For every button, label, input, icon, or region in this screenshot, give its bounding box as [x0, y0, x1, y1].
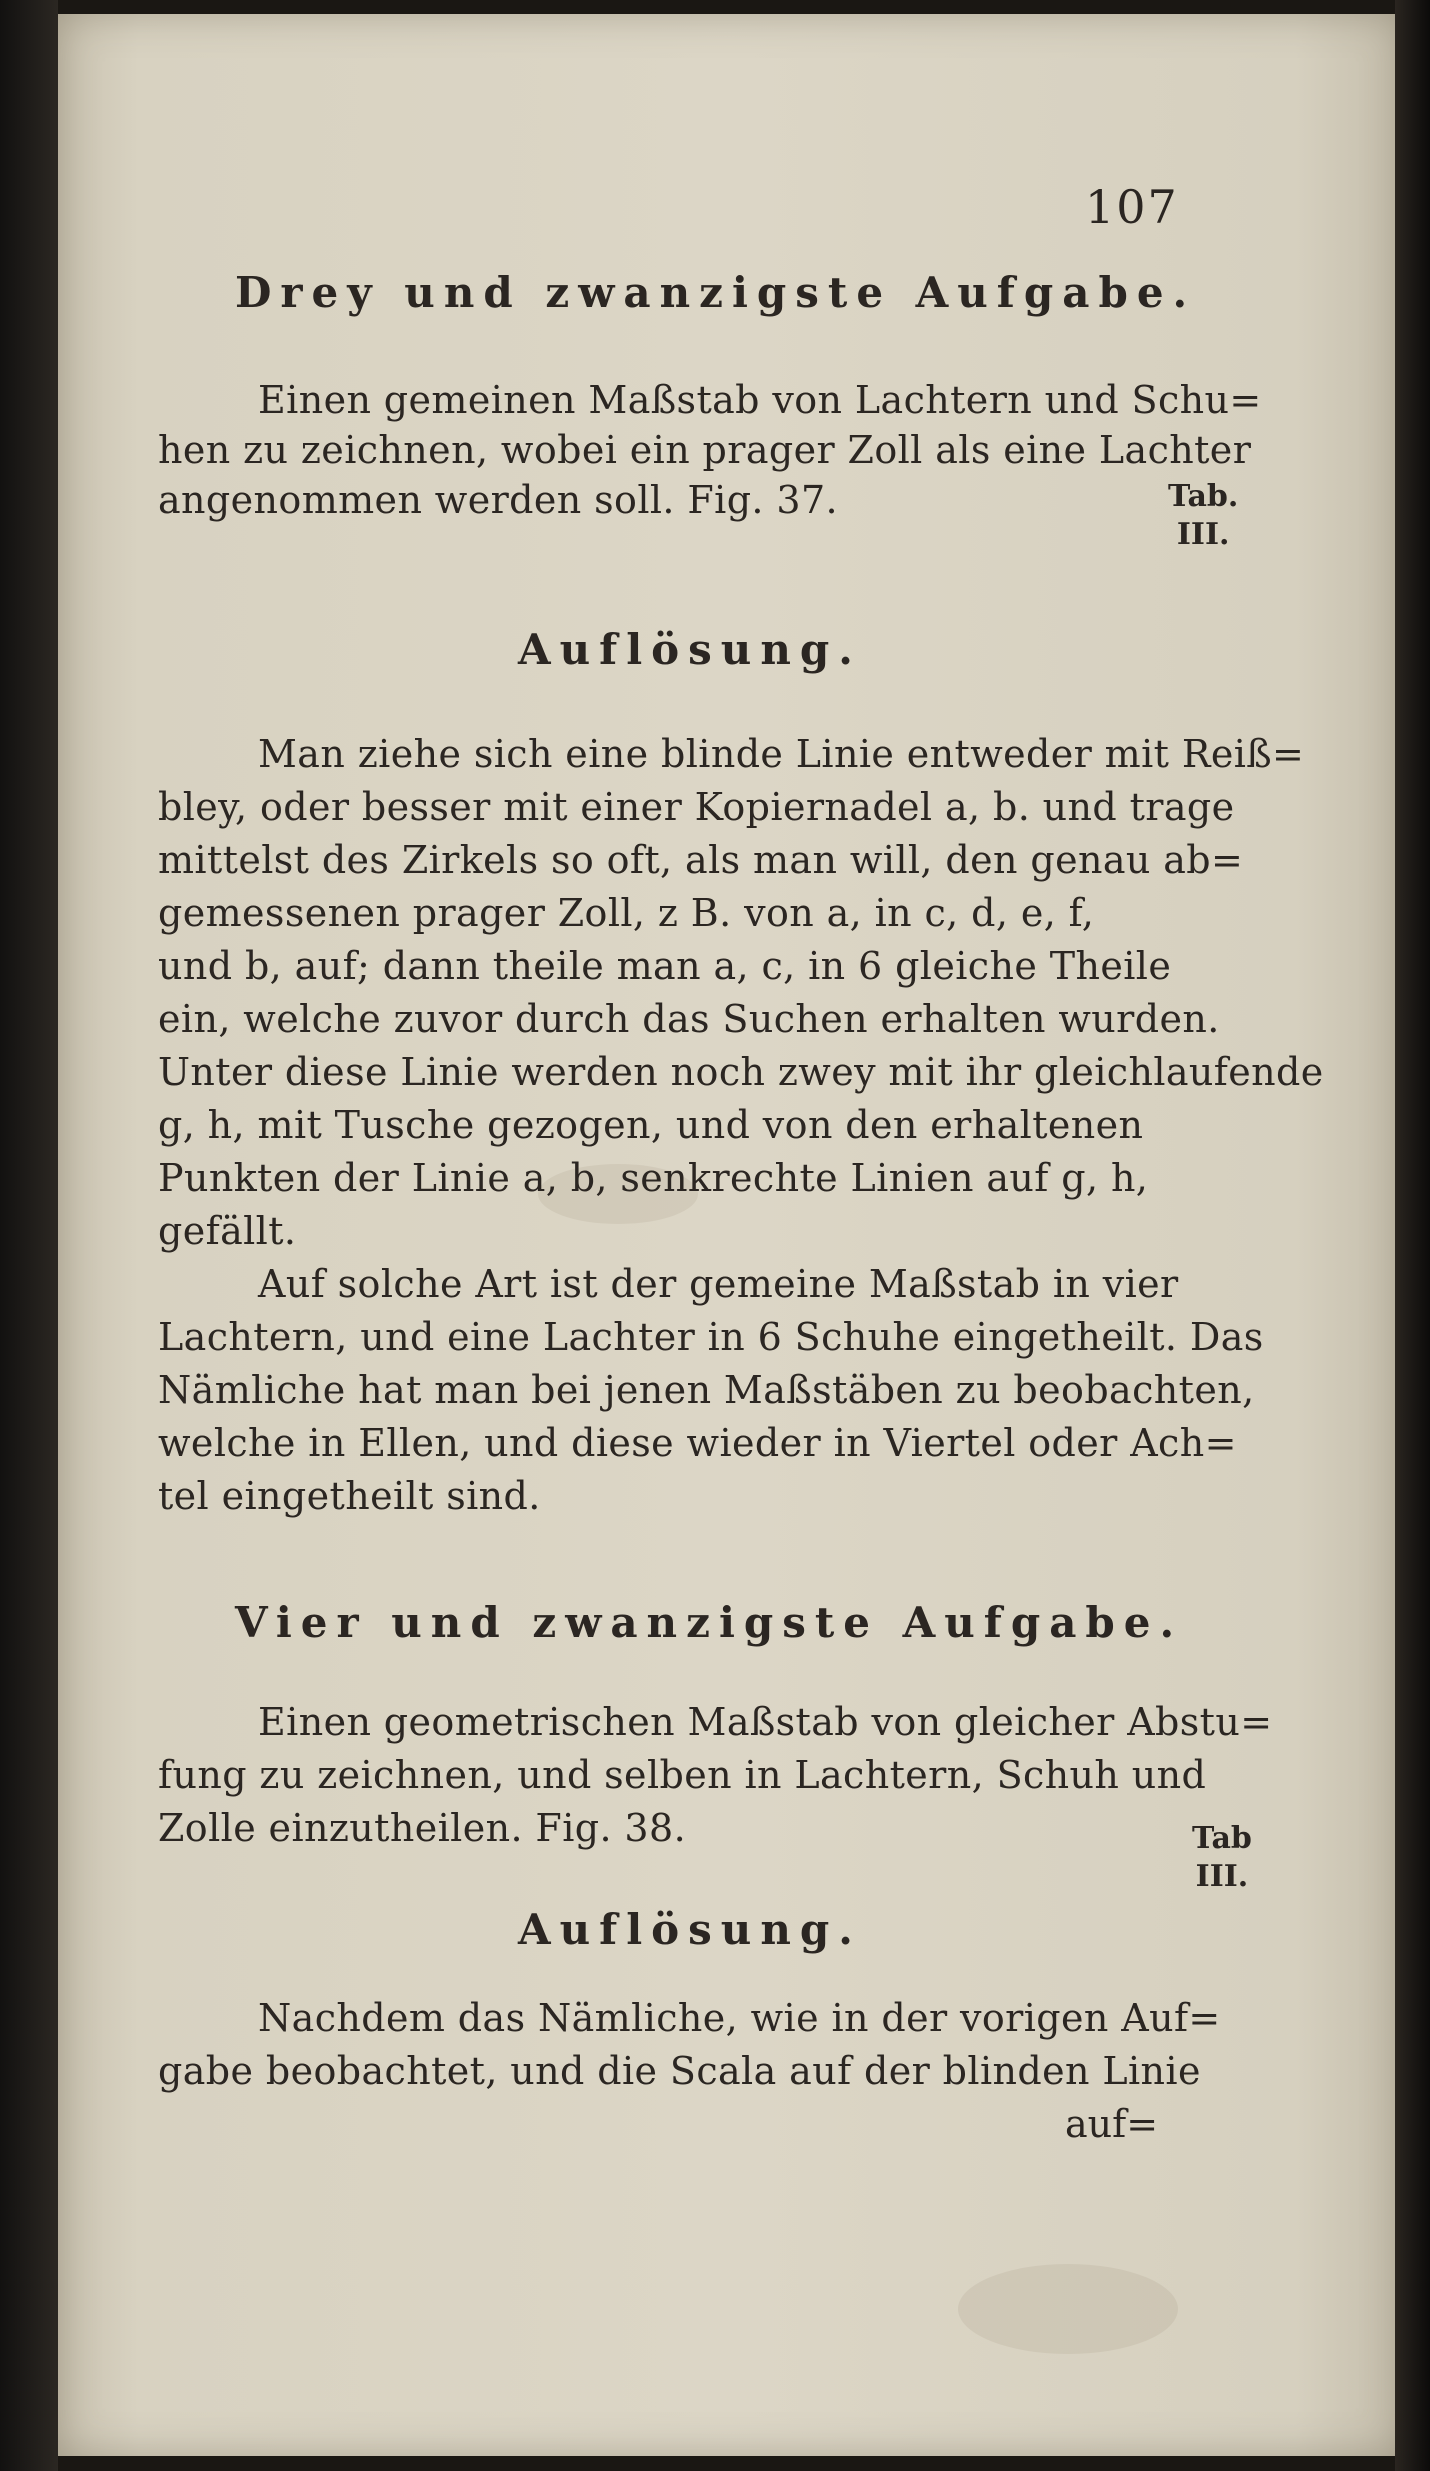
- body-line: Auf solche Art ist der gemeine Maßstab in vier: [258, 1262, 1179, 1306]
- section-heading: Vier und zwanzigste Aufgabe.: [235, 1598, 1184, 1647]
- catchword: auf=: [1065, 2102, 1159, 2146]
- task-line: Zolle einzutheilen. Fig. 38.: [158, 1806, 687, 1850]
- body-line: bley, oder besser mit einer Kopiernadel a, b. und trage: [158, 785, 1235, 829]
- task-line: fung zu zeichnen, und selben in Lachtern, Schuh und: [158, 1753, 1207, 1797]
- body-line: Man ziehe sich eine blinde Linie entweder mit Reiß=: [258, 732, 1305, 776]
- margin-note-line: Tab: [1192, 1821, 1252, 1856]
- body-line: Punkten der Linie a, b, senkrechte Linien auf g, h,: [158, 1156, 1149, 1200]
- task-line: Einen geometrischen Maßstab von gleicher Abstu=: [258, 1700, 1273, 1744]
- section-subheading: Auflösung.: [518, 625, 862, 674]
- book-gutter: [0, 0, 58, 2471]
- body-line: welche in Ellen, und diese wieder in Viertel oder Ach=: [158, 1421, 1237, 1465]
- body-line: gemessenen prager Zoll, z B. von a, in c, d, e, f,: [158, 891, 1095, 935]
- body-line: g, h, mit Tusche gezogen, und von den erhaltenen: [158, 1103, 1144, 1147]
- body-line: Nachdem das Nämliche, wie in der vorigen Auf=: [258, 1996, 1221, 2040]
- margin-note-line: III.: [1195, 1859, 1249, 1894]
- body-line: und b, auf; dann theile man a, c, in 6 gleiche Theile: [158, 944, 1172, 988]
- body-line: ein, welche zuvor durch das Suchen erhalten wurden.: [158, 997, 1220, 1041]
- task-line: angenommen werden soll. Fig. 37.: [158, 478, 839, 522]
- body-line: Lachtern, und eine Lachter in 6 Schuhe eingetheilt. Das: [158, 1315, 1264, 1359]
- body-line: tel eingetheilt sind.: [158, 1474, 541, 1518]
- page-edge: [1395, 0, 1430, 2471]
- task-line: Einen gemeinen Maßstab von Lachtern und Schu=: [258, 378, 1262, 422]
- margin-note-line: III.: [1176, 517, 1230, 552]
- body-line: mittelst des Zirkels so oft, als man will, den genau ab=: [158, 838, 1244, 882]
- section-subheading: Auflösung.: [518, 1905, 862, 1954]
- paper-stain: [958, 2264, 1178, 2354]
- body-line: Nämliche hat man bei jenen Maßstäben zu beobachten,: [158, 1368, 1255, 1412]
- section-heading: Drey und zwanzigste Aufgabe.: [235, 268, 1197, 317]
- margin-note-line: Tab.: [1168, 479, 1239, 514]
- margin-note: [1168, 478, 1238, 554]
- body-line: gefällt.: [158, 1209, 297, 1253]
- margin-note: [1192, 1820, 1252, 1896]
- page-number: 107: [1085, 180, 1179, 234]
- body-line: Unter diese Linie werden noch zwey mit ihr gleichlaufende: [158, 1050, 1324, 1094]
- task-line: hen zu zeichnen, wobei ein prager Zoll als eine Lachter: [158, 428, 1252, 472]
- body-line: gabe beobachtet, und die Scala auf der blinden Linie: [158, 2049, 1201, 2093]
